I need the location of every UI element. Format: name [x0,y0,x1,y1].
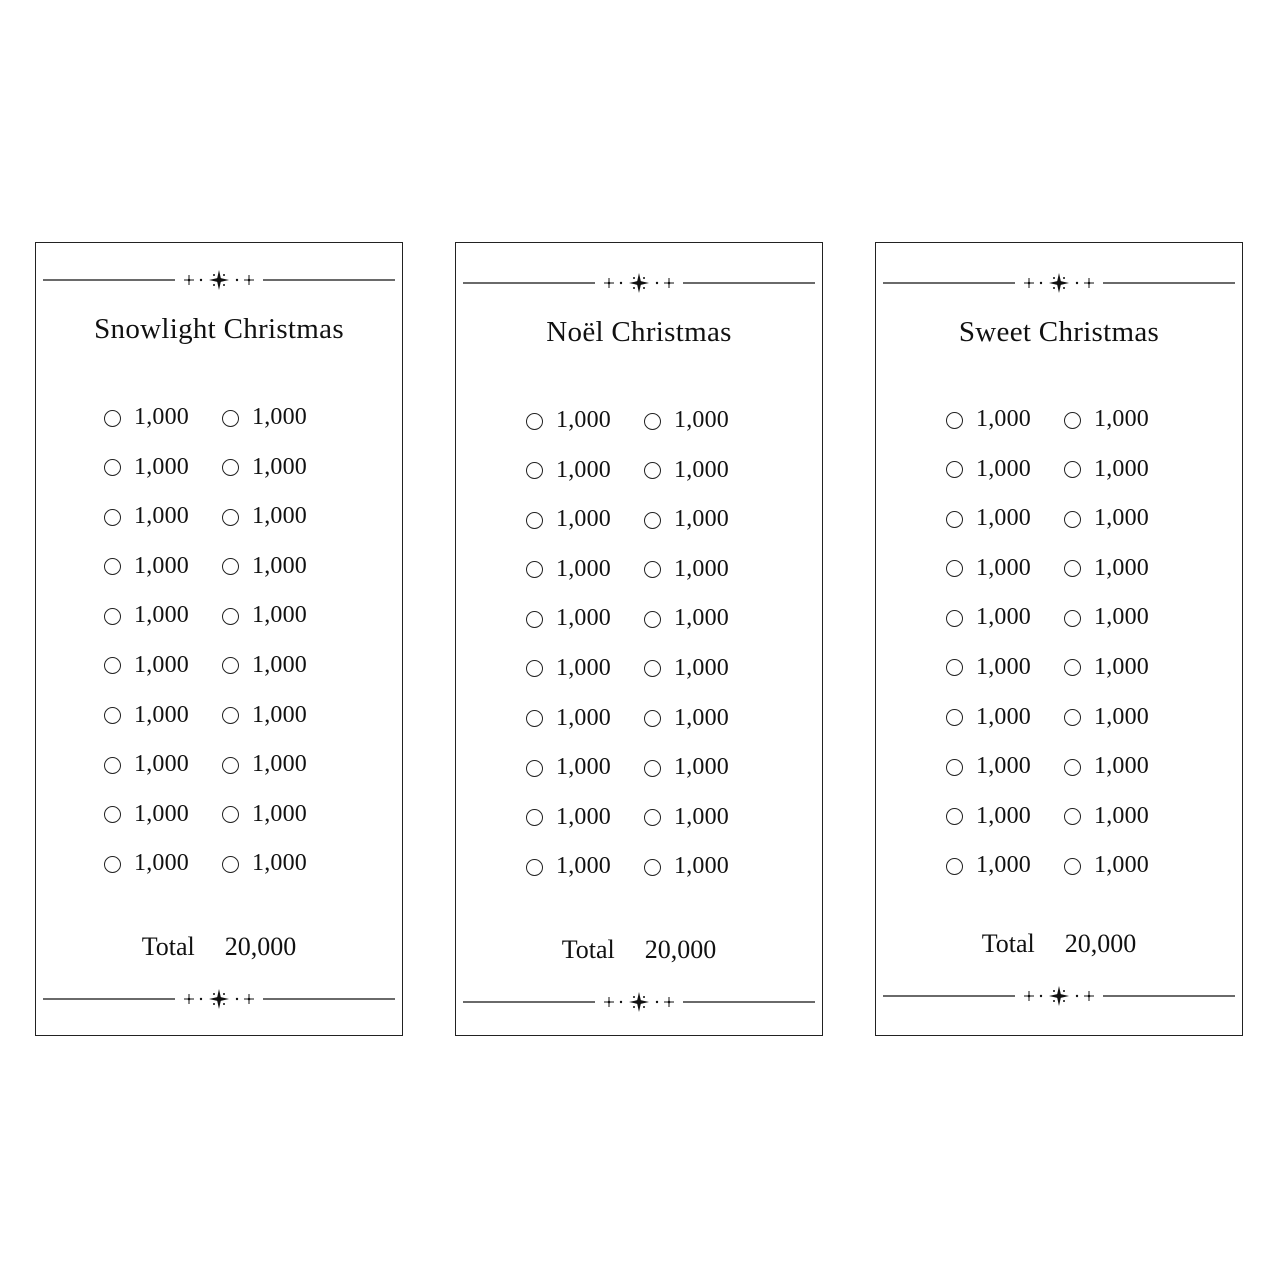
circle-checkbox-icon[interactable] [946,759,963,776]
amount-label: 1,000 [134,800,189,827]
amount-label: 1,000 [556,654,611,681]
total-label: Total [561,935,615,964]
amount-label: 1,000 [674,853,729,880]
circle-checkbox-icon[interactable] [104,707,121,724]
savings-entry[interactable] [104,494,222,538]
ornament-divider-icon [463,991,815,1013]
amount-label: 1,000 [556,803,611,830]
amount-label: 1,000 [556,456,611,483]
amount-grid [104,395,344,891]
savings-entry[interactable] [526,448,644,492]
total-row [876,926,1242,962]
amount-label: 1,000 [976,653,1031,680]
circle-checkbox-icon[interactable] [644,561,661,578]
amount-label: 1,000 [252,800,307,827]
amount-label: 1,000 [134,751,189,778]
amount-label: 1,000 [674,506,729,533]
savings-entry[interactable] [1064,794,1182,838]
amount-label: 1,000 [976,753,1031,780]
circle-checkbox-icon[interactable] [946,610,963,627]
amount-label: 1,000 [134,651,189,678]
circle-checkbox-icon[interactable] [526,512,543,529]
savings-entry[interactable] [1064,447,1182,491]
amount-label: 1,000 [1094,653,1149,680]
circle-checkbox-icon[interactable] [526,760,543,777]
circle-checkbox-icon[interactable] [222,608,239,625]
amount-label: 1,000 [556,754,611,781]
amount-label: 1,000 [976,505,1031,532]
amount-grid [946,397,1186,893]
savings-entry[interactable] [222,593,340,637]
circle-checkbox-icon[interactable] [644,859,661,876]
savings-entry[interactable] [644,448,762,492]
circle-checkbox-icon[interactable] [946,461,963,478]
amount-label: 1,000 [134,404,189,430]
ornament-divider-icon [43,988,395,1010]
savings-entry[interactable] [222,742,340,786]
circle-checkbox-icon[interactable] [644,413,661,430]
circle-checkbox-icon[interactable] [644,611,661,628]
savings-entry[interactable] [526,646,644,690]
ornament-divider-icon [883,985,1235,1007]
circle-checkbox-icon[interactable] [1064,858,1081,875]
amount-label: 1,000 [252,751,307,778]
circle-checkbox-icon[interactable] [222,707,239,724]
savings-entry[interactable] [644,696,762,740]
amount-label: 1,000 [252,850,307,877]
circle-checkbox-icon[interactable] [526,660,543,677]
savings-entry[interactable] [104,742,222,786]
circle-checkbox-icon[interactable] [104,657,121,674]
circle-checkbox-icon[interactable] [946,560,963,577]
savings-entry[interactable] [222,841,340,885]
amount-label: 1,000 [976,802,1031,829]
amount-label: 1,000 [252,701,307,728]
amount-label: 1,000 [976,554,1031,581]
circle-checkbox-icon[interactable] [222,757,239,774]
savings-entry[interactable] [644,547,762,591]
amount-label: 1,000 [134,552,189,579]
amount-label: 1,000 [556,506,611,533]
circle-checkbox-icon[interactable] [946,412,963,429]
savings-entry[interactable] [1064,843,1182,887]
circle-checkbox-icon[interactable] [1064,461,1081,478]
circle-checkbox-icon[interactable] [222,657,239,674]
savings-entry[interactable] [946,794,1064,838]
card-title: Sweet Christmas [958,316,1160,348]
savings-entry[interactable] [644,497,762,541]
savings-entry[interactable] [104,395,222,439]
circle-checkbox-icon[interactable] [104,856,121,873]
total-label: Total [141,932,195,961]
amount-label: 1,000 [556,605,611,632]
circle-checkbox-icon[interactable] [644,760,661,777]
savings-entry[interactable] [946,843,1064,887]
circle-checkbox-icon[interactable] [1064,709,1081,726]
savings-entry[interactable] [104,841,222,885]
circle-checkbox-icon[interactable] [104,558,121,575]
total-row [36,929,402,965]
amount-label: 1,000 [252,552,307,579]
total-row [456,932,822,968]
savings-entry[interactable] [222,445,340,489]
amount-label: 1,000 [674,704,729,731]
amount-label: 1,000 [976,455,1031,482]
savings-entry[interactable] [526,547,644,591]
circle-checkbox-icon[interactable] [1064,412,1081,429]
amount-label: 1,000 [674,605,729,632]
amount-label: 1,000 [1094,802,1149,829]
circle-checkbox-icon[interactable] [104,410,121,427]
amount-label: 1,000 [976,703,1031,730]
amount-label: 1,000 [674,407,729,433]
savings-entry[interactable] [526,745,644,789]
amount-label: 1,000 [1094,455,1149,482]
circle-checkbox-icon[interactable] [526,809,543,826]
circle-checkbox-icon[interactable] [1064,511,1081,528]
amount-label: 1,000 [252,503,307,530]
savings-entry[interactable] [946,595,1064,639]
amount-label: 1,000 [1094,505,1149,532]
amount-label: 1,000 [674,803,729,830]
circle-checkbox-icon[interactable] [526,611,543,628]
savings-entry[interactable] [644,646,762,690]
savings-entry[interactable] [1064,496,1182,540]
savings-entry[interactable] [526,596,644,640]
savings-entry[interactable] [946,744,1064,788]
amount-label: 1,000 [976,604,1031,631]
savings-entry[interactable] [104,643,222,687]
savings-entry[interactable] [222,643,340,687]
savings-entry[interactable] [644,745,762,789]
savings-entry[interactable] [526,795,644,839]
circle-checkbox-icon[interactable] [644,660,661,677]
amount-label: 1,000 [1094,554,1149,581]
savings-entry[interactable] [1064,744,1182,788]
circle-checkbox-icon[interactable] [1064,659,1081,676]
circle-checkbox-icon[interactable] [946,511,963,528]
amount-label: 1,000 [252,404,307,430]
circle-checkbox-icon[interactable] [526,413,543,430]
circle-checkbox-icon[interactable] [946,858,963,875]
savings-entry[interactable] [1064,546,1182,590]
circle-checkbox-icon[interactable] [104,509,121,526]
savings-entry[interactable] [104,792,222,836]
savings-entry[interactable] [644,795,762,839]
amount-label: 1,000 [134,850,189,877]
circle-checkbox-icon[interactable] [104,757,121,774]
amount-label: 1,000 [134,453,189,480]
savings-card-sweet [875,242,1243,1036]
savings-entry[interactable] [222,792,340,836]
amount-label: 1,000 [556,407,611,433]
savings-card-snowlight [35,242,403,1036]
savings-entry[interactable] [644,398,762,442]
savings-entry[interactable] [526,497,644,541]
amount-label: 1,000 [556,704,611,731]
savings-entry[interactable] [1064,695,1182,739]
savings-entry[interactable] [104,693,222,737]
savings-entry[interactable] [104,445,222,489]
circle-checkbox-icon[interactable] [946,709,963,726]
savings-card-noel [455,242,823,1036]
amount-label: 1,000 [134,503,189,530]
circle-checkbox-icon[interactable] [644,512,661,529]
savings-entry[interactable] [1064,595,1182,639]
circle-checkbox-icon[interactable] [222,410,239,427]
amount-label: 1,000 [134,602,189,629]
circle-checkbox-icon[interactable] [222,509,239,526]
amount-label: 1,000 [1094,753,1149,780]
ornament-divider-icon [463,272,815,294]
circle-checkbox-icon[interactable] [526,710,543,727]
circle-checkbox-icon[interactable] [1064,560,1081,577]
amount-label: 1,000 [252,453,307,480]
savings-entry[interactable] [104,544,222,588]
circle-checkbox-icon[interactable] [222,856,239,873]
circle-checkbox-icon[interactable] [104,459,121,476]
savings-entry[interactable] [946,546,1064,590]
amount-label: 1,000 [556,555,611,582]
savings-entry[interactable] [222,693,340,737]
circle-checkbox-icon[interactable] [1064,759,1081,776]
circle-checkbox-icon[interactable] [526,859,543,876]
circle-checkbox-icon[interactable] [644,462,661,479]
amount-label: 1,000 [1094,406,1149,432]
total-value: 20,000 [644,935,717,964]
amount-label: 1,000 [674,654,729,681]
circle-checkbox-icon[interactable] [946,808,963,825]
card-title: Noël Christmas [546,316,732,348]
savings-entry[interactable] [526,696,644,740]
savings-entry[interactable] [946,645,1064,689]
circle-checkbox-icon[interactable] [1064,808,1081,825]
circle-checkbox-icon[interactable] [644,710,661,727]
savings-entry[interactable] [946,447,1064,491]
circle-checkbox-icon[interactable] [222,459,239,476]
circle-checkbox-icon[interactable] [222,558,239,575]
circle-checkbox-icon[interactable] [644,809,661,826]
ornament-divider-icon [43,269,395,291]
savings-entry[interactable] [526,398,644,442]
amount-label: 1,000 [1094,604,1149,631]
savings-entry[interactable] [1064,645,1182,689]
amount-label: 1,000 [556,853,611,880]
amount-label: 1,000 [252,651,307,678]
amount-label: 1,000 [1094,852,1149,879]
amount-label: 1,000 [1094,703,1149,730]
amount-label: 1,000 [674,754,729,781]
amount-label: 1,000 [252,602,307,629]
card-title: Snowlight Christmas [94,313,344,345]
savings-entry[interactable] [946,397,1064,441]
circle-checkbox-icon[interactable] [104,608,121,625]
amount-label: 1,000 [976,852,1031,879]
circle-checkbox-icon[interactable] [946,659,963,676]
amount-label: 1,000 [674,555,729,582]
savings-entry[interactable] [222,544,340,588]
savings-entry[interactable] [1064,397,1182,441]
savings-entry[interactable] [644,596,762,640]
amount-label: 1,000 [674,456,729,483]
amount-grid [526,398,766,894]
circle-checkbox-icon[interactable] [1064,610,1081,627]
amount-label: 1,000 [134,701,189,728]
circle-checkbox-icon[interactable] [104,806,121,823]
savings-entry[interactable] [222,395,340,439]
savings-entry[interactable] [222,494,340,538]
circle-checkbox-icon[interactable] [526,561,543,578]
circle-checkbox-icon[interactable] [222,806,239,823]
total-value: 20,000 [224,932,297,961]
savings-entry[interactable] [526,844,644,888]
total-value: 20,000 [1064,929,1137,958]
savings-entry[interactable] [644,844,762,888]
circle-checkbox-icon[interactable] [526,462,543,479]
ornament-divider-icon [883,272,1235,294]
savings-entry[interactable] [946,496,1064,540]
total-label: Total [981,929,1035,958]
savings-entry[interactable] [946,695,1064,739]
savings-entry[interactable] [104,593,222,637]
amount-label: 1,000 [976,406,1031,432]
